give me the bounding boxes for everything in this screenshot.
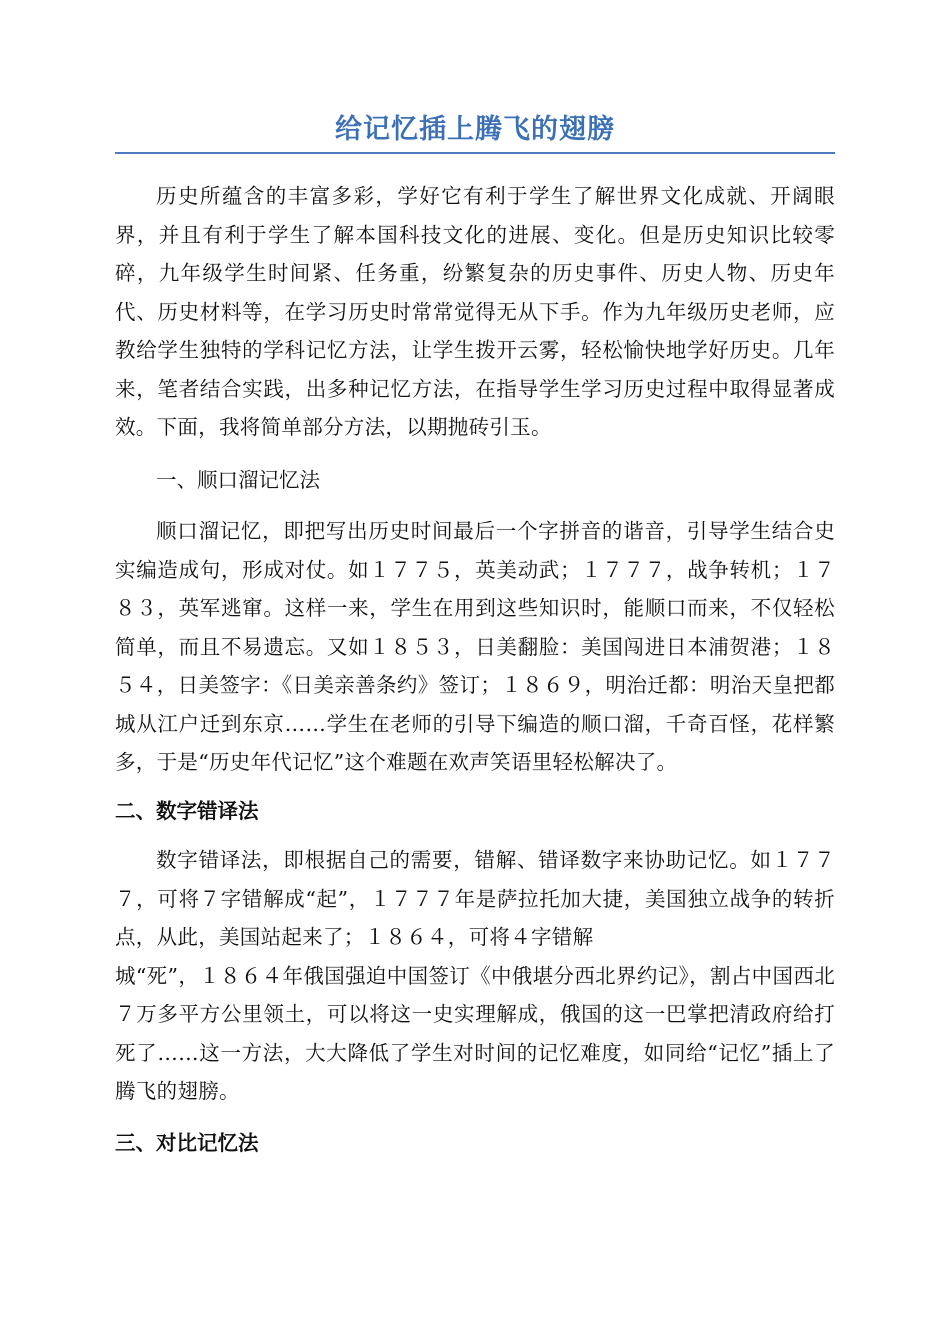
intro-paragraph: 历史所蕴含的丰富多彩，学好它有利于学生了解世界文化成就、开阔眼界，并且有利于学生了解本国科技文化的进展、变化。但是历史知识比较零碎，九年级学生时间紧、任务重，纷繁复杂的历史事件、历史人物、历史年代、历史材料等，在学习历史时常常觉得无从下手。作为九年级历史老师，应教给学生独特的学科记忆方法，让学生拨开云雾，轻松愉快地学好历史。几年来，笔者结合实践，出多种记忆方法，在指导学生学习历史过程中取得显著成效。下面，我将简单部分方法，以期抛砖引玉。 <box>115 184 835 439</box>
section2-paragraph <box>115 841 835 1111</box>
document-title: 给记忆插上腾飞的翅膀 <box>115 110 835 154</box>
document-page <box>115 110 835 1162</box>
section2-heading: 二、数字错译法 <box>115 798 259 823</box>
section1-paragraph: 顺口溜记忆，即把写出历史时间最后一个字拼音的谐音，引导学生结合史实编造成句，形成对仗。如１７７５，英美动武；１７７７，战争转机；１７８３，英军逃窜。这样一来，学生在用到这些知识时，能顺口而来，不仅轻松简单，而且不易遗忘。又如１８５３，日美翻脸：美国闯进日本浦贺港；１８５４，日美签字：《日美亲善条约》签订；１８６９，明治迁都：明治天皇把都城从江户迁到东京……学生在老师的引导下编造的顺口溜，千奇百怪，花样繁多，于是“历史年代记忆”这个难题在欢声笑语里轻松解决了。 <box>115 519 835 774</box>
section2-paragraph-part2: 城“死”，１８６４年俄国强迫中国签订《中俄堪分西北界约记》，割占中国西北７万多平方公里领土，可以将这一史实理解成，俄国的这一巴掌把清政府给打死了……这一方法，大大降低了学生对时间的记忆难度，如同给“记忆”插上了腾飞的翅膀。 <box>115 963 835 1103</box>
section2-paragraph-part1: 数字错译法，即根据自己的需要，错解、错译数字来协助记忆。如１７７７，可将７字错解成“起”，１７７７年是萨拉托加大捷，美国独立战争的转折点，从此，美国站起来了；１８６４，可将４字错解 <box>115 848 835 949</box>
section1-heading: 一、顺口溜记忆法 <box>156 467 320 492</box>
section3-heading: 三、对比记忆法 <box>115 1130 259 1155</box>
